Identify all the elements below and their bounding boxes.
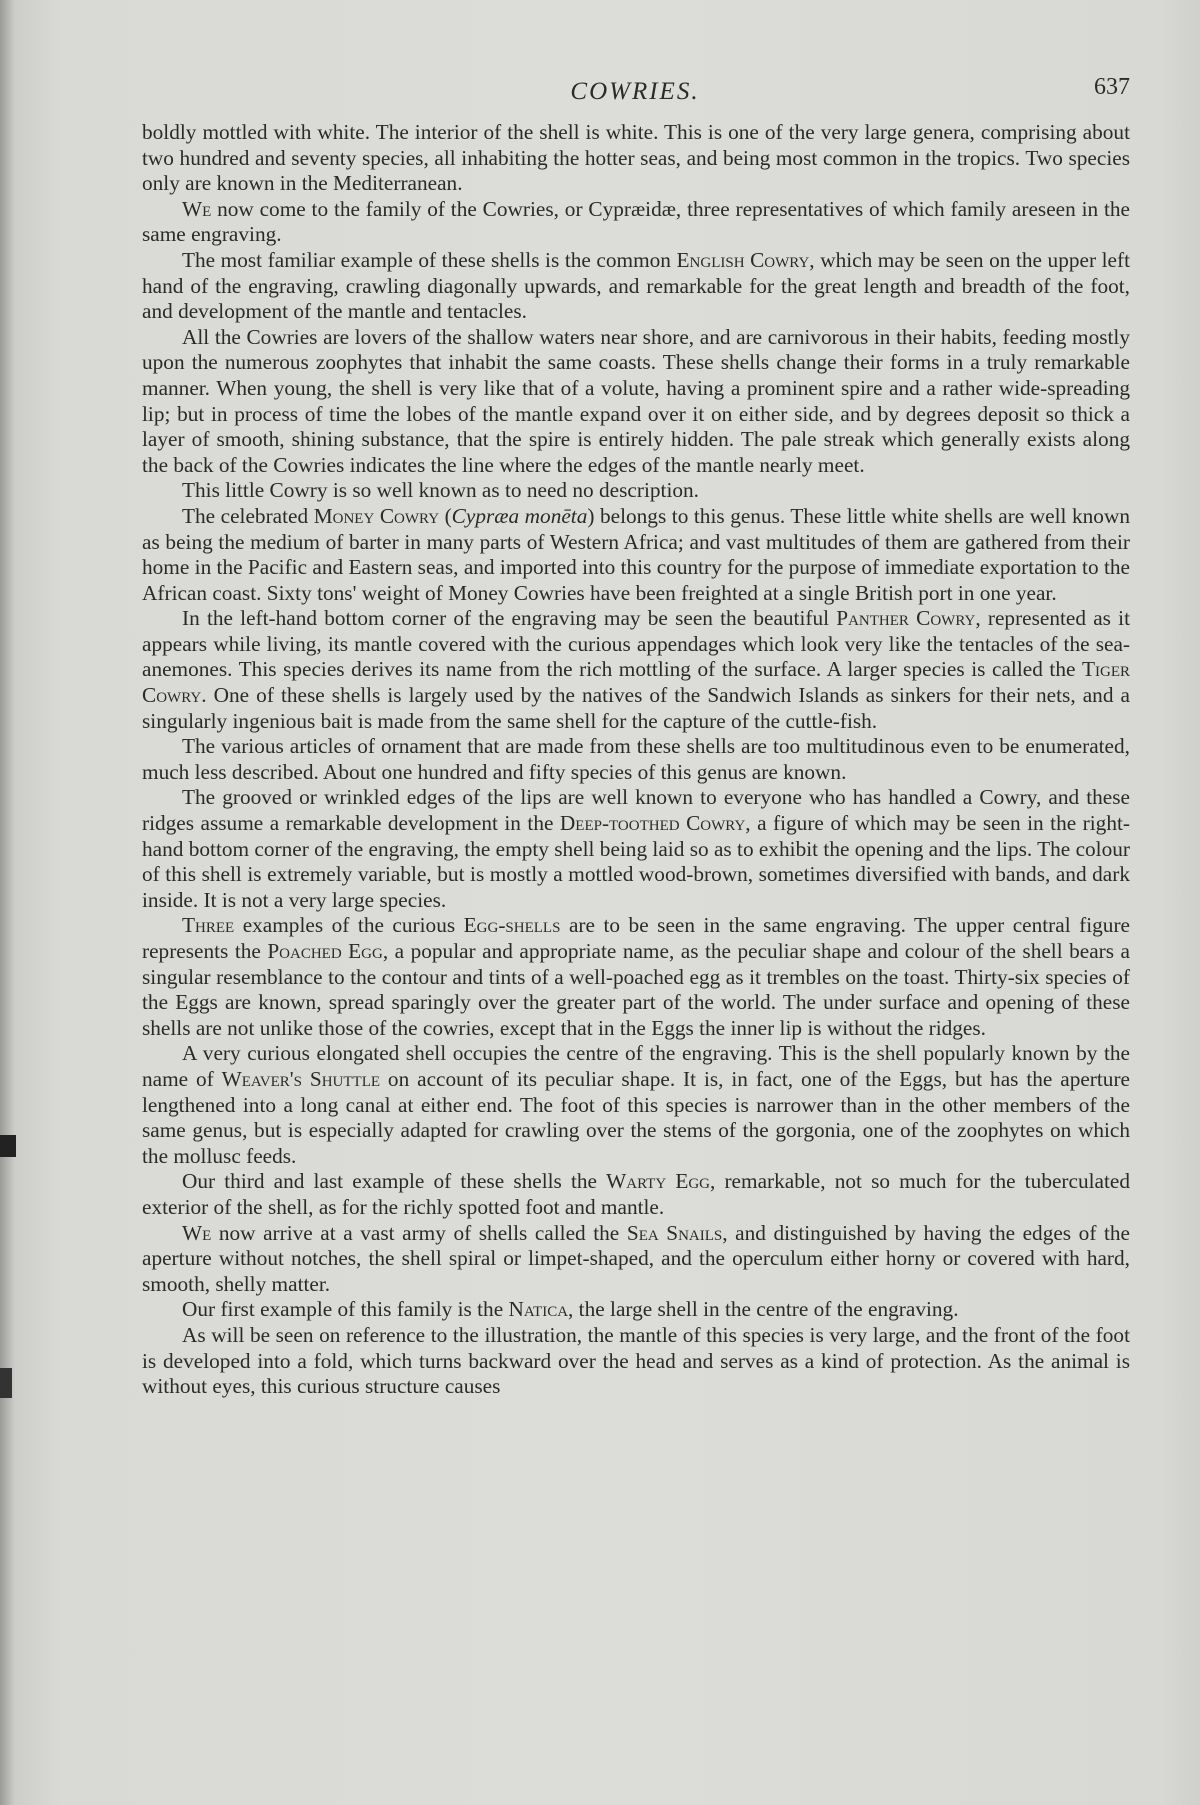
small-caps-term: Tiger Cowry (142, 657, 1130, 708)
text-run: on account of its peculiar shape. It is, in fact, one of the Eggs, but has the aperture lengthened into a long canal at either end. The foot of this species is narrower than in the other members of the same genus, but is especially adapted for crawling over the stems of the gorgonia, one of the zoophytes on which the mollusc feeds. (142, 1066, 1130, 1168)
paragraph (142, 325, 1130, 479)
text-run: As will be seen on reference to the illustration, the mantle of this species is very large, and the front of the foot is developed into a fold, which turns backward over the head and serves as a kind of protection. As the animal is without eyes, this curious structure causes (142, 1322, 1130, 1399)
paragraph (142, 248, 1130, 325)
text-run: Our third and last example of these shells the (182, 1169, 607, 1194)
text-run: are to be seen in the same engraving. The upper central figure represents the (142, 913, 1131, 963)
paragraph (142, 1323, 1130, 1400)
text-run: , represented as it appears while living, its mantle covered with the curious appendages which look very like the tentacles of the sea-anemones. This species derives its name from the rich mottling of the surface. A larger species is called the (142, 606, 1130, 682)
binding-mark (0, 1135, 16, 1157)
text-run: now come to the family of the Cowries, or Cypræidæ, three representatives of which family areseen in the same engraving. (142, 196, 1130, 247)
body-text (142, 120, 1130, 1400)
paragraph (142, 734, 1130, 785)
text-run: ) belongs to this genus. These little white shells are well known as being the medium of barter in many parts of Western Africa; and vast multitudes of them are gathered from their home in the Pacific and Eastern seas, and imported into this country for the purpose of immediate exportation to the African coast. Sixty tons' weight of Money Cowries have been freighted at a single British port in one year. (142, 503, 1130, 605)
small-caps-term: Three (182, 913, 235, 938)
small-caps-term: Natica (508, 1297, 569, 1322)
small-caps-term: English Cowry (676, 247, 810, 272)
text-run: examples of the curious (234, 913, 464, 938)
text-run: The celebrated (182, 503, 314, 528)
text-run: The various articles of ornament that are made from these shells are too multitudinous even to be enumerated, much less described. About one hundred and fifty species of this genus are known. (142, 734, 1130, 784)
small-caps-term: Deep-toothed Cowry (559, 811, 746, 836)
small-caps-term: Panther Cowry (836, 606, 976, 631)
text-run: , and distinguished by having the edges of the aperture without notches, the shell spiral or limpet-shaped, and the operculum either horny or covered with hard, smooth, shelly matter. (142, 1220, 1130, 1296)
paragraph (142, 1297, 1130, 1323)
paragraph (142, 197, 1130, 248)
text-run: , a popular and appropriate name, as the peculiar shape and colour of the shell bears a singular resemblance to the contour and tints of a well-poached egg as it trembles on the toast. Thirty-six species of the Eggs are known, spread sparingly over the greater part of the world. The under surface and opening of these shells are not unlike those of the cowries, except that in the Eggs the inner lip is without the ridges. (142, 939, 1130, 1040)
small-caps-term: Warty Egg (606, 1169, 710, 1194)
page-title: COWRIES. (570, 78, 700, 105)
text-run: In the left-hand bottom corner of the engraving may be seen the beautiful (182, 606, 837, 631)
paragraph (142, 504, 1130, 606)
text-run: , a figure of which may be seen in the right-hand bottom corner of the engraving, the empty shell being laid so as to exhibit the opening and the lips. The colour of this shell is extremely variable, but is mostly a mottled wood-brown, sometimes diversified with bands, and dark inside. It is not a very large species. (142, 811, 1130, 912)
text-run: , the large shell in the centre of the engraving. (568, 1297, 959, 1322)
text-run: All the Cowries are lovers of the shallow waters near shore, and are carnivorous in their habits, feeding mostly upon the numerous zoophytes that inhabit the same coasts. These shells change their forms in a truly remarkable manner. When young, the shell is very like that of a volute, having a prominent spire and a rather wide-spreading lip; but in process of time the lobes of the mantle expand over it on either side, and by degrees deposit so thick a layer of smooth, shining substance, that the spire is entirely hidden. The pale streak which generally exists along the back of the Cowries indicates the line where the edges of the mantle nearly meet. (142, 324, 1130, 477)
text-run: A very curious elongated shell occupies the centre of the engraving. This is the shell popularly known by the name of (142, 1041, 1130, 1091)
text-run: boldly mottled with white. The interior of the shell is white. This is one of the very large genera, comprising about two hundred and seventy species, all inhabiting the hotter seas, and being most common in the tropics. Two species only are known in the Mediterranean. (142, 120, 1130, 196)
paragraph (142, 478, 1130, 504)
page-number: 637 (1094, 74, 1130, 100)
small-caps-term: We (182, 196, 212, 221)
small-caps-term: Sea Snails (626, 1220, 723, 1245)
text-run: ( (439, 503, 452, 528)
small-caps-term: Weaver's Shuttle (221, 1066, 381, 1091)
text-run: . One of these shells is largely used by the natives of the Sandwich Islands as sinkers for their nets, and a singularly ingenious bait is made from the same shell for the capture of the cuttle-fish. (142, 683, 1130, 733)
small-caps-term: Egg-shells (463, 913, 561, 938)
text-run: The grooved or wrinkled edges of the lips are well known to everyone who has handled a Cowry, and these ridges assume a remarkable development in the (142, 785, 1130, 836)
italic-term: Cypræa monēta (451, 503, 588, 528)
paragraph (142, 606, 1130, 734)
paragraph (142, 1041, 1130, 1169)
paragraph (142, 785, 1130, 913)
text-run: The most familiar example of these shells is the common (182, 247, 677, 272)
text-run: Our first example of this family is the (182, 1297, 509, 1322)
binding-mark (0, 1368, 12, 1398)
paragraph (142, 1221, 1130, 1298)
text-run: , which may be seen on the upper left hand of the engraving, crawling diagonally upwards, and remarkable for the great length and breadth of the foot, and development of the mantle and tentacles. (142, 247, 1130, 324)
small-caps-term: We (182, 1220, 212, 1245)
paragraph (142, 913, 1130, 1041)
small-caps-term: Poached Egg (267, 939, 383, 963)
text-run: This little Cowry is so well known as to need no description. (182, 478, 699, 503)
text-run: now arrive at a vast army of shells called the (211, 1220, 627, 1245)
text-run: , remarkable, not so much for the tuberculated exterior of the shell, as for the richly spotted foot and mantle. (142, 1169, 1130, 1219)
small-caps-term: Money Cowry (313, 503, 440, 528)
page-gutter-shadow (0, 0, 14, 1805)
paragraph (142, 120, 1130, 197)
paragraph (142, 1169, 1130, 1220)
running-head (140, 74, 1130, 110)
